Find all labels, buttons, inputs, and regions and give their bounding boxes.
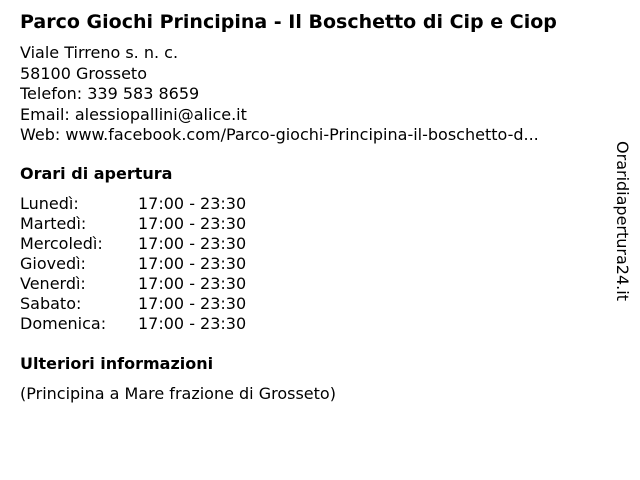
site-watermark: Oraridiapertura24.it — [613, 141, 632, 301]
hours-value: 17:00 - 23:30 — [138, 274, 247, 293]
additional-info-heading: Ulteriori informazioni — [20, 354, 214, 373]
hours-value: 17:00 - 23:30 — [138, 314, 247, 333]
hours-value: 17:00 - 23:30 — [138, 294, 247, 313]
hours-row-thursday — [20, 254, 246, 274]
website-link[interactable]: Web: www.facebook.com/Parco-giochi-Principina-il-boschetto-d... — [20, 125, 539, 144]
opening-hours-table — [20, 194, 246, 334]
hours-value: 17:00 - 23:30 — [138, 214, 247, 233]
day-label: Lunedì: — [20, 194, 79, 213]
page-title: Parco Giochi Principina - Il Boschetto di Cip e Ciop — [20, 11, 557, 33]
city-postal-code: 58100 Grosseto — [20, 63, 147, 83]
hours-row-friday — [20, 274, 246, 294]
day-label: Sabato: — [20, 294, 82, 313]
hours-row-sunday — [20, 314, 246, 334]
day-label: Martedì: — [20, 214, 87, 233]
phone-number: Telefon: 339 583 8659 — [20, 84, 200, 103]
hours-row-monday — [20, 194, 246, 214]
hours-row-saturday — [20, 294, 246, 314]
additional-info-text: (Principina a Mare frazione di Grosseto) — [20, 384, 336, 403]
address-block — [20, 43, 610, 146]
street-address: Viale Tirreno s. n. c. — [20, 43, 179, 62]
opening-hours-heading: Orari di apertura — [20, 164, 173, 183]
day-label: Domenica: — [20, 314, 107, 333]
hours-value: 17:00 - 23:30 — [138, 234, 247, 253]
hours-value: 17:00 - 23:30 — [138, 254, 247, 273]
hours-row-tuesday — [20, 214, 246, 234]
email-address: Email: alessiopallini@alice.it — [20, 104, 247, 124]
hours-value: 17:00 - 23:30 — [138, 194, 247, 213]
hours-row-wednesday — [20, 234, 246, 254]
day-label: Giovedì: — [20, 254, 86, 273]
day-label: Venerdì: — [20, 274, 86, 293]
day-label: Mercoledì: — [20, 234, 103, 253]
